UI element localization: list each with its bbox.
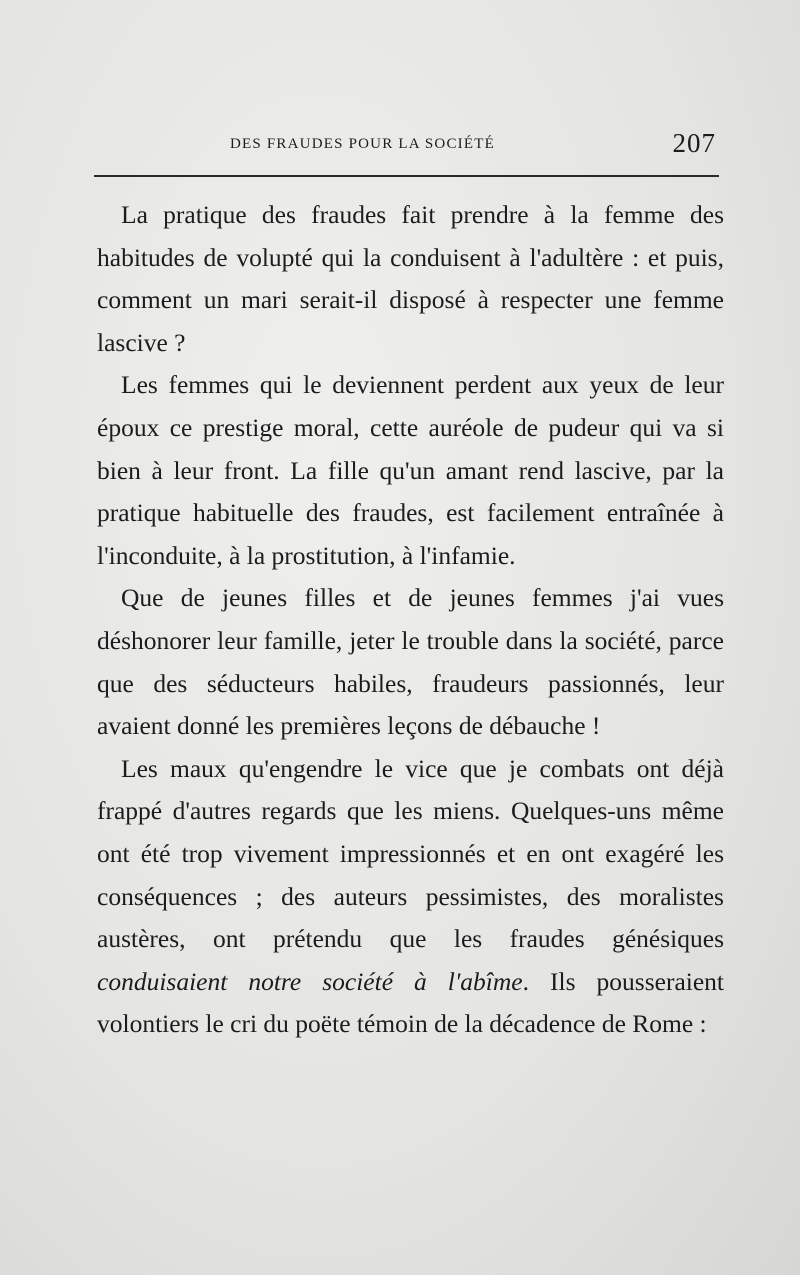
paragraph: Les femmes qui le deviennent perdent aux yeux de leur époux ce prestige moral, cette auréole de pudeur qui va si bien à leur front. La fille qu'un amant rend lascive, par la pratique habituelle des fraudes, est facilement entraînée à l'inconduite, à la prostitution, à l'infamie. xyxy=(97,370,724,570)
header-rule xyxy=(94,175,719,177)
paragraph-text: . Ils pousseraient volontiers le cri du poëte témoin de la décadence de Rome : xyxy=(97,966,724,1039)
page-header xyxy=(96,126,718,166)
emphasized-text: conduisaient notre société à l'abîme xyxy=(97,966,523,996)
paragraph xyxy=(97,748,724,1046)
page-number: 207 xyxy=(672,128,716,158)
running-title: DES FRAUDES POUR LA SOCIÉTÉ xyxy=(230,136,495,152)
paragraph: Que de jeunes filles et de jeunes femmes j'ai vues déshonorer leur famille, jeter le trouble dans la société, parce que des séducteurs habiles, fraudeurs passionnés, leur avaient donné les premières leçons de débauche ! xyxy=(97,583,724,741)
paragraph-text: Les maux qu'engendre le vice que je combats ont déjà frappé d'autres regards que les miens. Quelques-uns même ont été trop vivement impressionnés et en ont exagéré les conséquences ; des auteurs pessimistes, des moralistes austères, ont prétendu que les fraudes génésiques xyxy=(97,753,724,954)
paragraph: La pratique des fraudes fait prendre à la femme des habitudes de volupté qui la conduisent à l'adultère : et puis, comment un mari serait-il disposé à respecter une femme lascive ? xyxy=(97,200,724,357)
body-text xyxy=(97,194,724,1046)
